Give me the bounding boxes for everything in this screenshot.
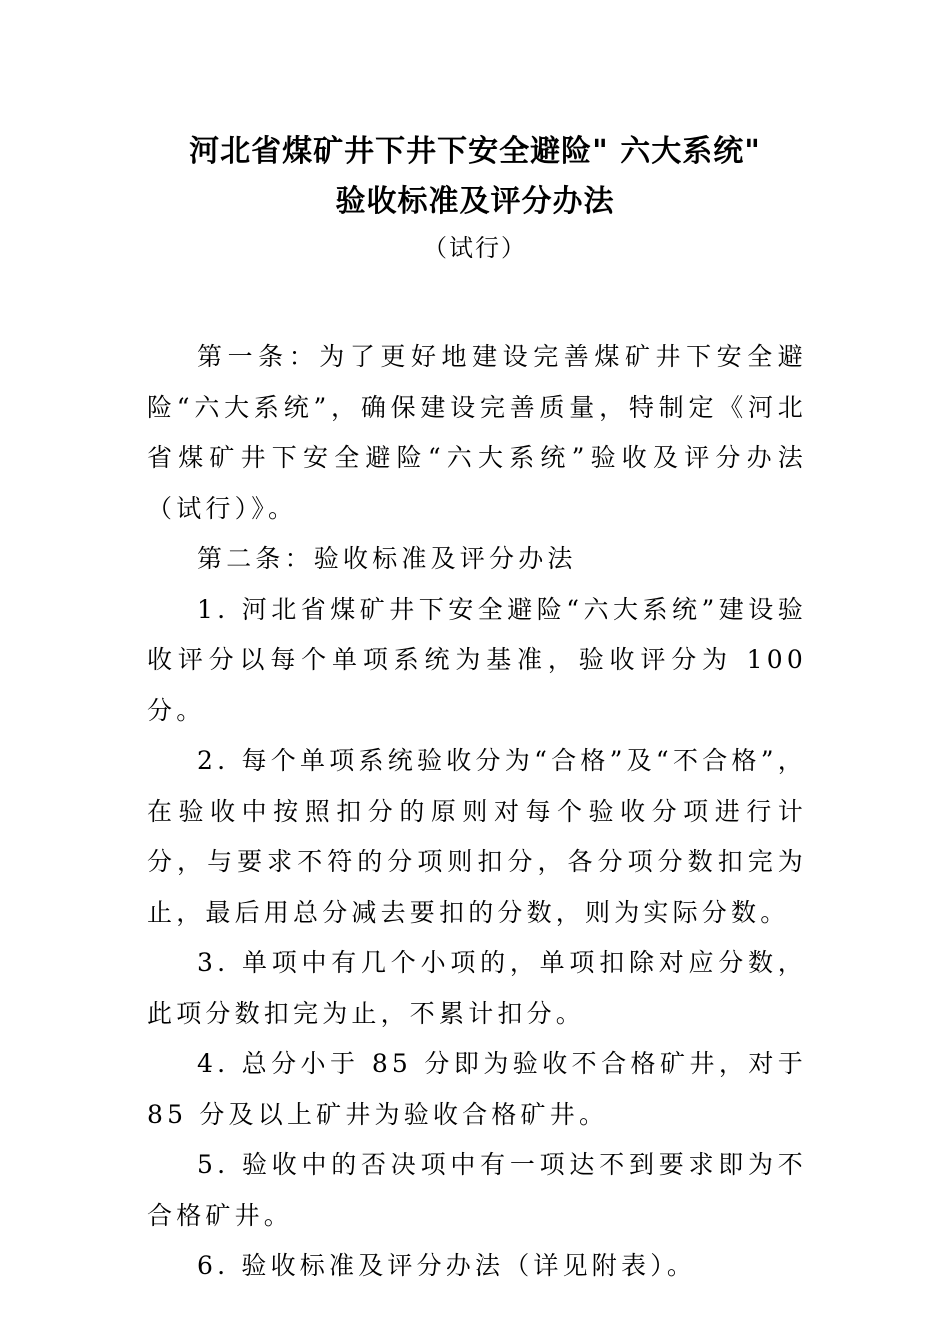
- clause-6-paragraph: 6. 验收标准及评分办法（详见附表）。: [197, 1251, 697, 1280]
- document-subtitle: （试行）: [423, 234, 527, 262]
- clause-1-paragraph: 1. 河北省煤矿井下安全避险“六大系统”建设验收评分以每个单项系统为基准，验收评分为 100 分。: [147, 594, 807, 725]
- document-title-line-2: 验收标准及评分办法: [335, 184, 615, 219]
- clause-2-paragraph: 2. 每个单项系统验收分为“合格”及“不合格”，在验收中按照扣分的原则对每个验收分项进行计分，与要求不符的分项则扣分，各分项分数扣完为止，最后用总分减去要扣的分数，则为实际分数。: [147, 746, 807, 927]
- article-1-paragraph: 第一条：为了更好地建设完善煤矿井下安全避险“六大系统”，确保建设完善质量，特制定《河北省煤矿井下安全避险“六大系统”验收及评分办法（试行）》。: [147, 342, 807, 523]
- clause-5-paragraph: 5. 验收中的否决项中有一项达不到要求即为不合格矿井。: [147, 1150, 807, 1230]
- document-body: [147, 332, 807, 1292]
- clause-4-paragraph: 4. 总分小于 85 分即为验收不合格矿井，对于 85 分及以上矿井为验收合格矿井。: [147, 1049, 807, 1129]
- document-title-line-1: 河北省煤矿井下井下安全避险" 六大系统": [189, 134, 761, 169]
- clause-3-paragraph: 3. 单项中有几个小项的，单项扣除对应分数，此项分数扣完为止，不累计扣分。: [147, 948, 807, 1028]
- article-2-heading: 第二条：验收标准及评分办法: [197, 544, 577, 573]
